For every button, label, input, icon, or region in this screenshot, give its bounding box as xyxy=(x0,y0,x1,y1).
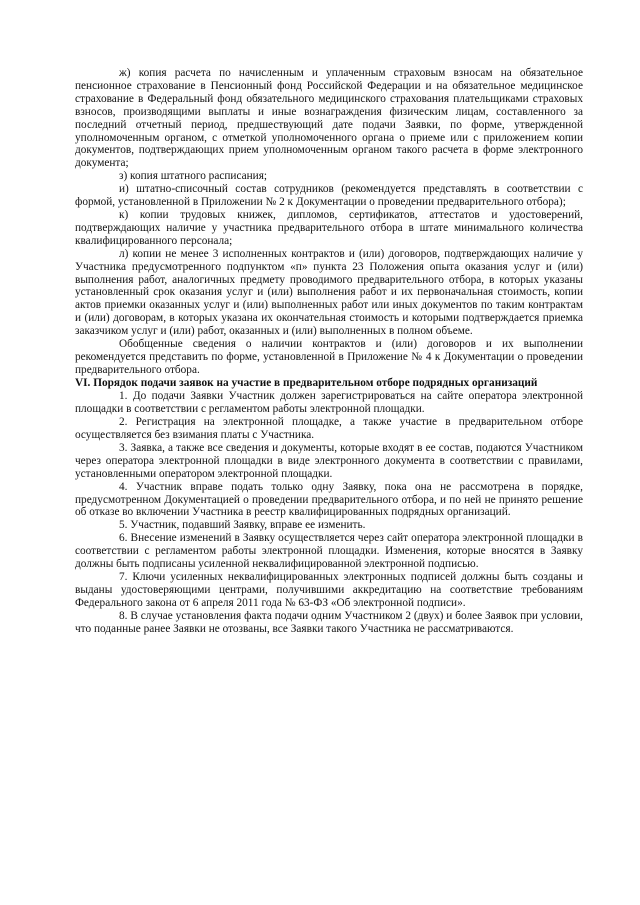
clause-6: 6. Внесение изменений в Заявку осуществляется через сайт оператора электронной площадки в соответствии с регламентом работы электронной площадки. Изменения, которые вносятся в Заявку должны быть подписаны усиленной неквалифицированной электронной подписью. xyxy=(75,532,583,571)
clause-2: 2. Регистрация на электронной площадке, а также участие в предварительном отборе осуществляется без взимания платы с Участника. xyxy=(75,416,583,441)
clause-3: 3. Заявка, а также все сведения и документы, которые входят в ее состав, подаются Участником через оператора электронной площадки в виде электронного документа в соответствии с правилами, установленными оператором электронной площадки. xyxy=(75,441,583,480)
item-k: к) копии трудовых книжек, дипломов, сертификатов, аттестатов и удостоверений, подтверждающих наличие у участника предварительного отбора в штате минимального количества квалифицированного персонала; xyxy=(75,208,583,247)
document-page xyxy=(75,67,583,635)
section-heading: VI. Порядок подачи заявок на участие в предварительном отборе подрядных организаций xyxy=(75,376,538,389)
item-zh: ж) копия расчета по начисленным и уплаченным страховым взносам на обязательное пенсионное страхование в Пенсионный фонд Российской Федерации и на обязательное медицинское страхование в Федеральный фонд обязательного медицинского страхования плательщиками страховых взносов, производящими выплаты и иные вознаграждения физическим лицам, составленного за последний отчетный период, предшествующий дате подачи Заявки, по форме, утвержденной уполномоченным органом, с отметкой уполномоченного органа о приеме или с приложением копии документов, подтверждающих прием уполномоченным органом такого расчета в форме электронного документа; xyxy=(75,67,583,170)
item-l: л) копии не менее 3 исполненных контрактов и (или) договоров, подтверждающих наличие у Участника предусмотренного подпунктом «п» пункта 23 Положения опыта оказания услуг и (или) выполнения работ, аналогичных предмету проводимого предварительного отбора, в которых указаны установленный срок оказания услуг и (или) выполнения работ и их первоначальная стоимость, копии актов приемки оказанных услуг и (или) выполненных работ или иных документов по таким контрактам и (или) договорам, в которых указана их окончательная стоимость и которыми подтверждается приемка заказчиком услуг и (или) работ, оказанных и (или) выполненных в полном объеме. xyxy=(75,247,583,338)
clause-5: 5. Участник, подавший Заявку, вправе ее изменить. xyxy=(119,519,366,532)
item-i: и) штатно-списочный состав сотрудников (рекомендуется представлять в соответствии с формой, установленной в Приложении № 2 к Документации о проведении предварительного отбора); xyxy=(75,183,583,209)
clause-7: 7. Ключи усиленных неквалифицированных электронных подписей должны быть созданы и выданы удостоверяющими центрами, получившими аккредитацию на соответствие требованиям Федерального закона от 6 апреля 2011 года № 63-ФЗ «Об электронной подписи». xyxy=(75,570,583,609)
clause-8: 8. В случае установления факта подачи одним Участником 2 (двух) и более Заявок при условии, что поданные ранее Заявки не отозваны, все Заявки такого Участника не рассматриваются. xyxy=(75,609,583,635)
summary-paragraph: Обобщенные сведения о наличии контрактов и (или) договоров и их выполнении рекомендуется представить по форме, установленной в Приложение № 4 к Документации о проведении предварительного отбора. xyxy=(75,338,583,376)
item-z: з) копия штатного расписания; xyxy=(119,170,268,183)
clause-1: 1. До подачи Заявки Участник должен зарегистрироваться на сайте оператора электронной площадки в соответствии с регламентом работы электронной площадки. xyxy=(75,390,583,416)
clause-4: 4. Участник вправе подать только одну Заявку, пока она не рассмотрена в порядке, предусмотренном Документацией о проведении предварительного отбора, и по ней не принято решение об отказе во включении Участника в реестр квалифицированных подрядных организаций. xyxy=(75,480,583,519)
